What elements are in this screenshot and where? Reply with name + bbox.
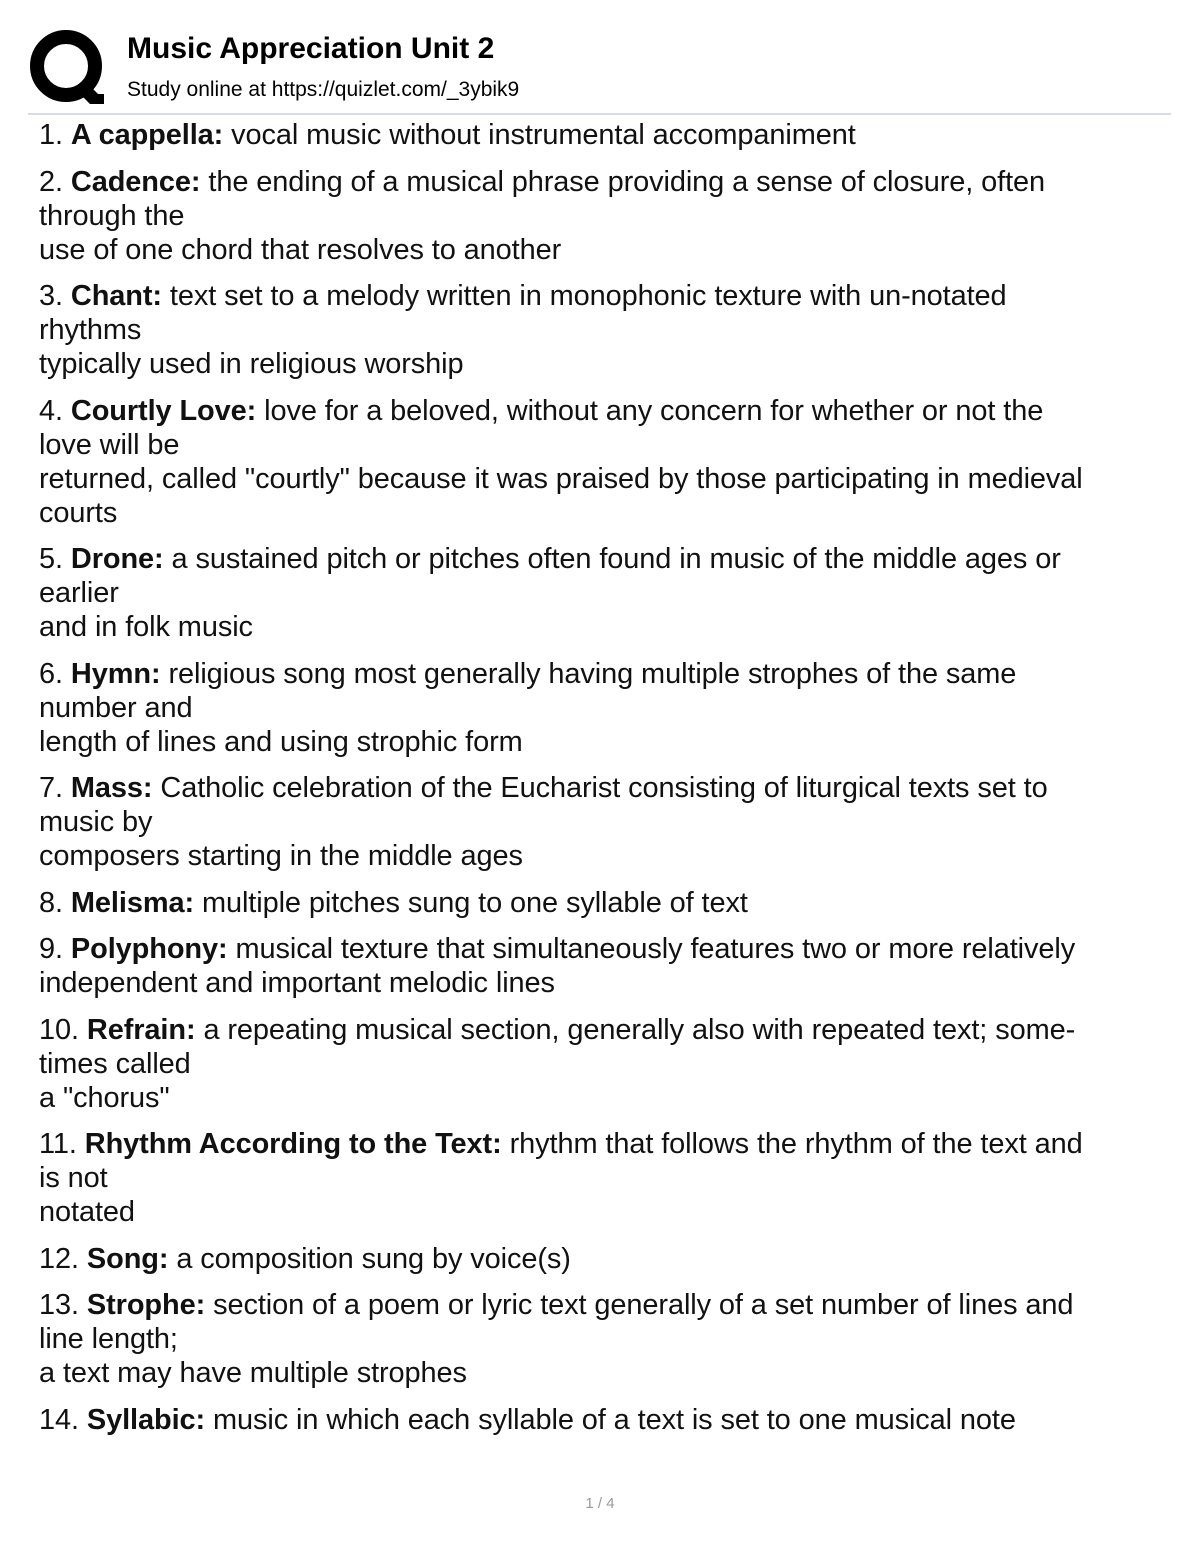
term-definition-text: musical texture that simultaneously features two or more relatively <box>235 933 1076 965</box>
page-title: Music Appreciation Unit 2 <box>127 32 495 65</box>
term-definition-text: a composition sung by voice(s) <box>176 1242 571 1275</box>
page-number: 1 / 4 <box>585 1495 615 1512</box>
term-definition-line <box>39 1288 1167 1322</box>
term-definition-text: multiple pitches sung to one syllable of text <box>201 886 748 919</box>
term-definition-line <box>39 1013 1167 1047</box>
term-name: Chant: <box>70 280 162 312</box>
term-definition-line <box>39 691 1167 725</box>
term-item <box>39 165 1169 267</box>
term-definition-text: returned, called "courtly" because it was praised by those participating in medieval <box>39 462 1083 495</box>
term-definition-text: times called <box>39 1047 191 1080</box>
term-item <box>39 1288 1169 1390</box>
term-definition-text: line length; <box>39 1323 178 1355</box>
term-name: Courtly Love: <box>70 394 257 427</box>
term-definition-text: earlier <box>39 577 119 609</box>
term-item <box>39 1403 1169 1437</box>
term-definition-line <box>39 199 1167 233</box>
term-number: 3. <box>39 280 63 312</box>
term-item <box>39 394 1169 530</box>
term-definition-line <box>39 1403 1167 1437</box>
term-definition-text: religious song most generally having multiple strophes of the same <box>168 657 1017 690</box>
term-definition-line <box>39 1161 1167 1195</box>
term-number: 6. <box>39 657 63 690</box>
term-item <box>39 657 1169 759</box>
term-number: 13. <box>39 1289 79 1321</box>
term-number: 4. <box>39 394 63 427</box>
term-definition-text: composers starting in the middle ages <box>39 840 523 872</box>
term-number: 5. <box>39 543 63 575</box>
term-number: 2. <box>39 165 63 198</box>
term-definition-line <box>39 932 1167 966</box>
study-online-link[interactable]: Study online at https://quizlet.com/_3ybik9 <box>127 78 520 101</box>
quizlet-logo-icon <box>28 28 108 108</box>
term-definition-line <box>39 1322 1167 1356</box>
term-definition-text: text set to a melody written in monophonic texture with un-notated <box>169 280 1007 312</box>
term-definition-text: typically used in religious worship <box>39 348 464 380</box>
term-definition-text: music by <box>39 806 153 838</box>
term-definition-line <box>39 1195 1167 1229</box>
term-definition-line <box>39 1356 1167 1390</box>
term-number: 14. <box>39 1403 79 1436</box>
term-definition-line <box>39 233 1167 267</box>
term-definition-line <box>39 279 1167 313</box>
term-definition-line <box>39 725 1167 759</box>
term-definition-line <box>39 771 1167 805</box>
term-item <box>39 542 1169 644</box>
page-header <box>28 28 1172 116</box>
term-number: 1. <box>39 119 63 151</box>
term-name: A cappella: <box>70 119 224 151</box>
term-definition-text: is not <box>39 1162 108 1194</box>
term-name: Cadence: <box>70 165 201 198</box>
term-definition-line <box>39 542 1167 576</box>
term-definition-line <box>39 1242 1167 1276</box>
term-number: 10. <box>39 1013 79 1046</box>
term-definition-text: courts <box>39 496 118 529</box>
term-definition-text: Catholic celebration of the Eucharist consisting of liturgical texts set to <box>160 772 1048 804</box>
term-item <box>39 771 1169 873</box>
term-number: 7. <box>39 772 63 804</box>
term-definition-line <box>39 165 1167 199</box>
term-definition-text: number and <box>39 691 193 724</box>
term-definition-line <box>39 428 1167 462</box>
term-definition-line <box>39 1081 1167 1115</box>
term-definition-text: a sustained pitch or pitches often found in music of the middle ages or <box>171 543 1061 575</box>
term-item <box>39 1242 1169 1276</box>
term-definition-line <box>39 610 1167 644</box>
term-definition-line <box>39 347 1167 381</box>
term-name: Melisma: <box>70 886 195 919</box>
term-name: Song: <box>86 1242 169 1275</box>
term-name: Strophe: <box>86 1289 206 1321</box>
term-item <box>39 1013 1169 1115</box>
term-name: Syllabic: <box>86 1403 206 1436</box>
term-name: Polyphony: <box>70 933 228 965</box>
term-definition-text: a text may have multiple strophes <box>39 1357 467 1389</box>
term-name: Drone: <box>70 543 164 575</box>
header-divider <box>28 113 1171 115</box>
term-definition-text: rhythm that follows the rhythm of the text and <box>509 1128 1083 1160</box>
term-number: 9. <box>39 933 63 965</box>
term-definition-text: and in folk music <box>39 611 253 643</box>
term-definition-text: notated <box>39 1196 135 1228</box>
term-item <box>39 932 1169 1000</box>
term-name: Rhythm According to the Text: <box>84 1128 502 1160</box>
term-name: Hymn: <box>70 657 161 690</box>
term-definition-text: use of one chord that resolves to another <box>39 233 562 266</box>
term-definition-line <box>39 886 1167 920</box>
term-definition-line <box>39 839 1167 873</box>
term-definition-text: a repeating musical section, generally also with repeated text; some- <box>203 1013 1076 1046</box>
term-definition-line <box>39 1127 1167 1161</box>
term-definition-line <box>39 1047 1167 1081</box>
term-number: 11. <box>39 1128 77 1160</box>
term-definition-line <box>39 313 1167 347</box>
term-name: Refrain: <box>86 1013 196 1046</box>
term-definition-line <box>39 657 1167 691</box>
term-number: 8. <box>39 886 63 919</box>
term-item <box>39 1127 1169 1229</box>
term-definition-line <box>39 805 1167 839</box>
term-definition-text: length of lines and using strophic form <box>39 725 523 758</box>
term-list <box>39 118 1169 1449</box>
term-definition-text: a "chorus" <box>39 1081 170 1114</box>
term-definition-text: the ending of a musical phrase providing a sense of closure, often <box>208 165 1046 198</box>
term-definition-line <box>39 576 1167 610</box>
term-number: 12. <box>39 1242 79 1275</box>
term-definition-text: section of a poem or lyric text generally of a set number of lines and <box>213 1289 1074 1321</box>
term-item <box>39 279 1169 381</box>
term-definition-text: love for a beloved, without any concern for whether or not the <box>264 394 1044 427</box>
term-definition-text: vocal music without instrumental accompaniment <box>231 119 856 151</box>
term-definition-line <box>39 394 1167 428</box>
term-definition-text: rhythms <box>39 314 142 346</box>
term-name: Mass: <box>70 772 153 804</box>
term-definition-line <box>39 118 1167 152</box>
term-definition-line <box>39 462 1167 496</box>
term-definition-text: music in which each syllable of a text is set to one musical note <box>213 1403 1016 1436</box>
term-item <box>39 886 1169 920</box>
term-definition-line <box>39 966 1167 1000</box>
term-definition-line <box>39 496 1167 530</box>
term-item <box>39 118 1169 152</box>
term-definition-text: independent and important melodic lines <box>39 967 555 999</box>
term-definition-text: through the <box>39 199 185 232</box>
term-definition-text: love will be <box>39 428 180 461</box>
